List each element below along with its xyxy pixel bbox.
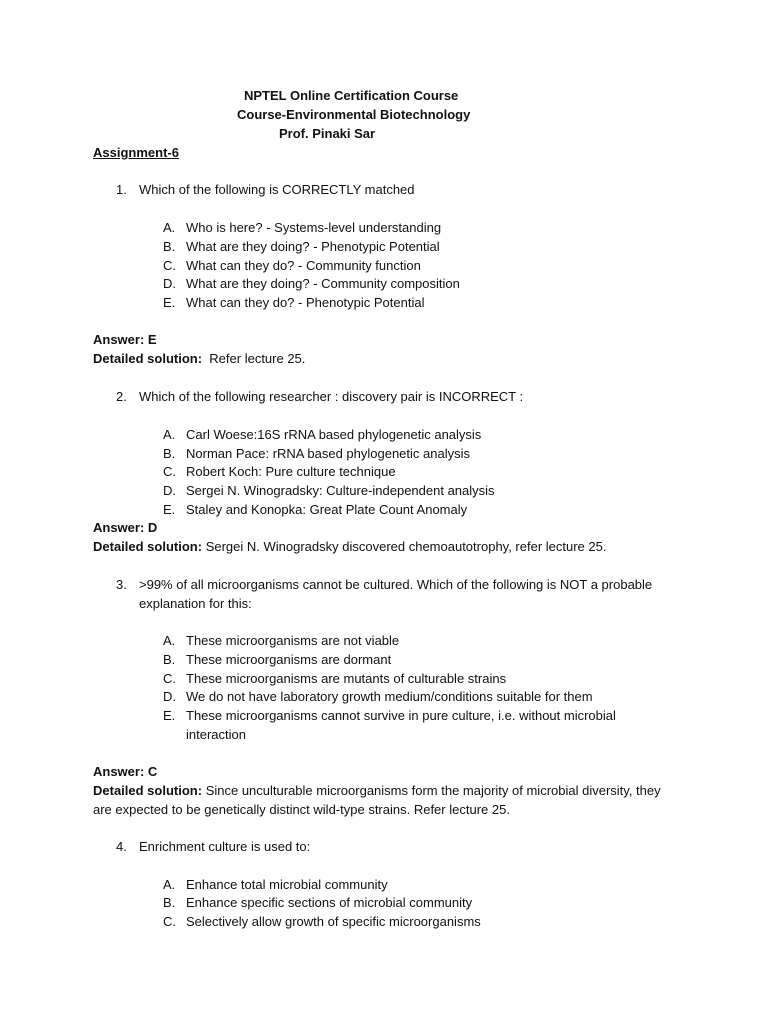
detailed-solution: [93, 538, 606, 556]
option-text: What can they do? - Community function: [186, 258, 421, 273]
option-text: These microorganisms are mutants of culturable strains: [186, 671, 507, 686]
option-text: Carl Woese:16S rRNA based phylogenetic analysis: [186, 427, 482, 442]
question-text-continued: explanation for this:: [139, 596, 252, 611]
question-number: 4.: [116, 839, 127, 854]
option-text: Selectively allow growth of specific microorganisms: [186, 914, 481, 929]
solution-text-continued: are expected to be genetically distinct wild-type strains. Refer lecture 25.: [93, 802, 510, 817]
option-text: Who is here? - Systems-level understanding: [186, 220, 442, 235]
option-letter: D.: [163, 276, 176, 291]
option-text: Norman Pace: rRNA based phylogenetic analysis: [186, 446, 470, 461]
option-letter: E.: [163, 502, 176, 517]
option-text: These microorganisms are dormant: [186, 652, 392, 667]
option-letter: A.: [163, 877, 176, 892]
option-text-continued: interaction: [186, 727, 246, 742]
option-letter: B.: [163, 446, 176, 461]
option-text: Robert Koch: Pure culture technique: [186, 464, 396, 479]
professor-name: Prof. Pinaki Sar: [279, 126, 376, 141]
option-text: What are they doing? - Community composition: [186, 276, 460, 291]
option-text: These microorganisms are not viable: [186, 633, 400, 648]
solution-label: Detailed solution:: [93, 351, 203, 366]
option-text: What can they do? - Phenotypic Potential: [186, 295, 425, 310]
assignment-title: Assignment-6: [93, 145, 179, 160]
detailed-solution: [93, 350, 305, 368]
option-letter: E.: [163, 708, 176, 723]
option-text: We do not have laboratory growth medium/conditions suitable for them: [186, 689, 593, 704]
solution-label: Detailed solution:: [93, 783, 203, 798]
answer-label: Answer: C: [93, 764, 158, 779]
option-letter: E.: [163, 295, 176, 310]
course-header-line: NPTEL Online Certification Course: [244, 88, 459, 103]
answer-label: Answer: E: [93, 332, 157, 347]
detailed-solution: [93, 782, 661, 800]
question-number: 3.: [116, 577, 127, 592]
course-title: Course-Environmental Biotechnology: [237, 107, 471, 122]
option-text: Staley and Konopka: Great Plate Count Anomaly: [186, 502, 468, 517]
option-letter: A.: [163, 220, 176, 235]
solution-text: Since unculturable microorganisms form the majority of microbial diversity, they: [205, 783, 661, 798]
option-letter: B.: [163, 239, 176, 254]
question-number: 1.: [116, 182, 127, 197]
question-number: 2.: [116, 389, 127, 404]
option-letter: D.: [163, 689, 176, 704]
option-letter: A.: [163, 633, 176, 648]
option-text: Enhance specific sections of microbial community: [186, 895, 473, 910]
option-text: These microorganisms cannot survive in pure culture, i.e. without microbial: [186, 708, 616, 723]
option-letter: C.: [163, 464, 176, 479]
solution-label: Detailed solution:: [93, 539, 203, 554]
option-text: What are they doing? - Phenotypic Potential: [186, 239, 440, 254]
question-text: Enrichment culture is used to:: [139, 839, 311, 854]
answer-label: Answer: D: [93, 520, 158, 535]
option-text: Enhance total microbial community: [186, 877, 388, 892]
solution-text: Sergei N. Winogradsky discovered chemoautotrophy, refer lecture 25.: [205, 539, 607, 554]
solution-text: Refer lecture 25.: [209, 351, 306, 366]
option-letter: C.: [163, 671, 176, 686]
question-text: Which of the following is CORRECTLY matched: [139, 182, 415, 197]
option-letter: C.: [163, 914, 176, 929]
option-letter: B.: [163, 895, 176, 910]
option-letter: D.: [163, 483, 176, 498]
option-letter: B.: [163, 652, 176, 667]
option-letter: A.: [163, 427, 176, 442]
option-letter: C.: [163, 258, 176, 273]
option-text: Sergei N. Winogradsky: Culture-independent analysis: [186, 483, 495, 498]
question-text: >99% of all microorganisms cannot be cultured. Which of the following is NOT a probable: [139, 577, 653, 592]
question-text: Which of the following researcher : discovery pair is INCORRECT :: [139, 389, 524, 404]
